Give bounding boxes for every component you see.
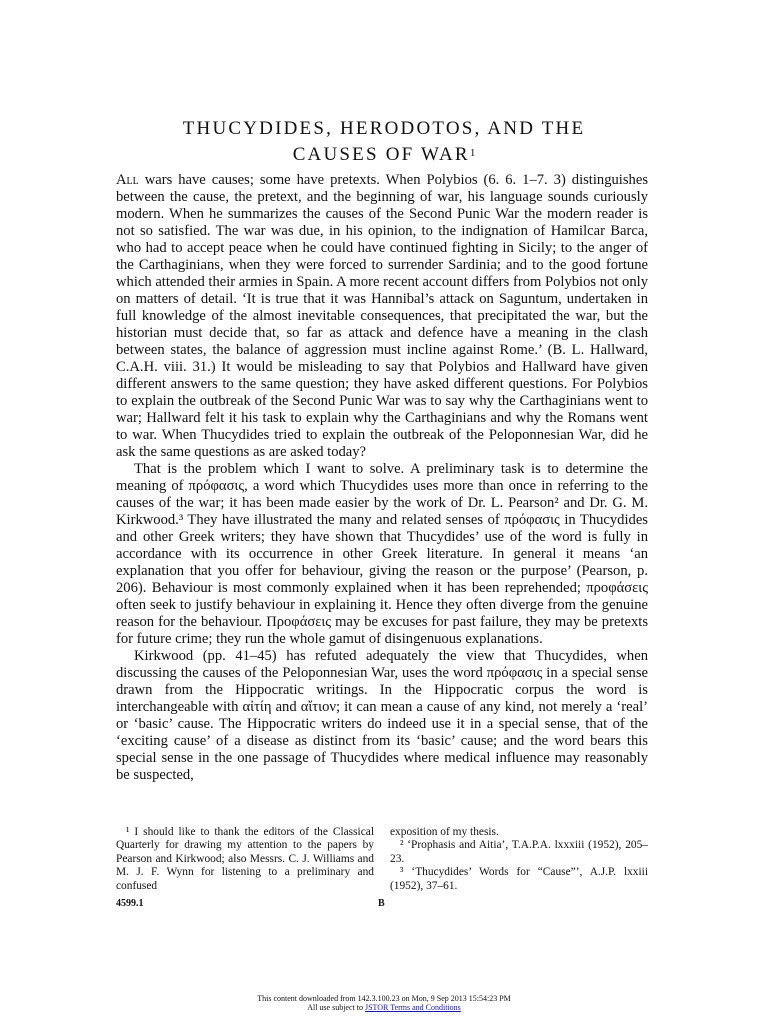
article-body [116, 172, 648, 784]
footnote-2: ² ‘Prophasis and Aitia’, T.A.P.A. lxxxiii (1952), 205–23. [390, 839, 648, 865]
paragraph-1-text: wars have causes; some have pretexts. When Polybios (6. 6. 1–7. 3) distinguishes between the cause, the pretext, and the beginning of war, his language sounds curiously modern. When he summarizes the causes of the Second Punic War the modern reader is not so satisfied. The war was due, in his opinion, to the indignation of Hamilcar Barca, who had to accept peace when he could have continued fighting in Sicily; to the anger of the Carthaginians, when they were forced to surrender Sardinia; and to the good fortune which attended their armies in Spain. A more recent account differs from Polybios not only on matters of detail. ‘It is true that it was Hannibal’s attack on Saguntum, undertaken in full knowledge of the almost inevitable consequences, that precipitated the war, but the historian must decide that, so far as attack and defence have a meaning in the clash between states, the balance of aggression must incline against Rome.’ (B. L. Hallward, C.A.H. viii. 31.) It would be misleading to say that Polybios and Hallward have given different answers to the same question; they have asked different questions. For Polybios to explain the outbreak of the Second Punic War was to say why the Carthaginians went to war; Hallward felt it his task to explain why the Carthaginians and why the Romans went to war. When Thucydides tried to explain the outbreak of the Peloponnesian War, did he ask the same questions as are asked today? [116, 172, 648, 460]
title-line-1: THUCYDIDES, HERODOTOS, AND THE [182, 118, 586, 139]
jstor-terms-prefix: All use subject to [307, 1003, 365, 1012]
paragraph-1 [116, 172, 648, 461]
title-footnote-marker: 1 [469, 147, 476, 159]
footnote-1: ¹ I should like to thank the editors of the Classical Quarterly for drawing my attention to the papers by Pearson and Kirkwood; also Messrs. C. J. Williams and M. J. F. Wynn for listening to a preliminary and confused [116, 826, 374, 892]
title-line-2-text: CAUSES OF WAR [292, 144, 470, 165]
article-title [0, 116, 768, 168]
footnote-3: ³ ‘Thucydides’ Words for “Cause”’, A.J.P. lxxiii (1952), 37–61. [390, 866, 648, 892]
footnote-column-right [390, 826, 648, 893]
paragraph-2: That is the problem which I want to solve. A preliminary task is to determine the meaning of πρόφασις, a word which Thucydides uses more than once in referring to the causes of the war; it has been made easier by the work of Dr. L. Pearson² and Dr. G. M. Kirkwood.³ They have illustrated the many and related senses of πρόφασις in Thucydides and other Greek writers; they have shown that Thucydides’ use of the word is fully in accordance with its occurrence in other Greek literature. In general it means ‘an explanation that you offer for behaviour, giving the reason or the purpose’ (Pearson, p. 206). Behaviour is most commonly explained when it has been reprehended; προφάσεις often seek to justify behaviour in explaining it. Hence they often diverge from the genuine reason for the behaviour. Προφάσεις may be excuses for past failure, they may be pretexts for future crime; they run the whole gamut of disingenuous explanations. [116, 461, 648, 647]
title-line-2 [0, 142, 768, 168]
jstor-terms-line [0, 1003, 768, 1012]
jstor-notice [0, 994, 768, 1012]
footnotes [116, 826, 648, 893]
signature-letter: B [378, 898, 385, 909]
footnote-1-continued: exposition of my thesis. [390, 826, 499, 838]
jstor-terms-link[interactable]: JSTOR Terms and Conditions [364, 1003, 461, 1012]
jstor-download-line: This content downloaded from 142.3.100.23 on Mon, 9 Sep 2013 15:54:23 PM [257, 994, 511, 1003]
footnote-column-left [116, 826, 374, 893]
signature-code: 4599.1 [116, 898, 144, 909]
paragraph-3: Kirkwood (pp. 41–45) has refuted adequately the view that Thucydides, when discussing the causes of the Peloponnesian War, uses the word πρόφασις in a special sense drawn from the Hippocratic writings. In the Hippocratic corpus the word is interchangeable with αἰτίη and αἴτιον; it can mean a cause of any kind, not merely a ‘real’ or ‘basic’ cause. The Hippocratic writers do indeed use it in a special sense, that of the ‘exciting cause’ of a disease as distinct from its ‘basic’ cause; and the word bears this special sense in the one passage of Thucydides where medical influence may reasonably be suspected, [116, 648, 648, 783]
opening-word: All [116, 172, 139, 188]
